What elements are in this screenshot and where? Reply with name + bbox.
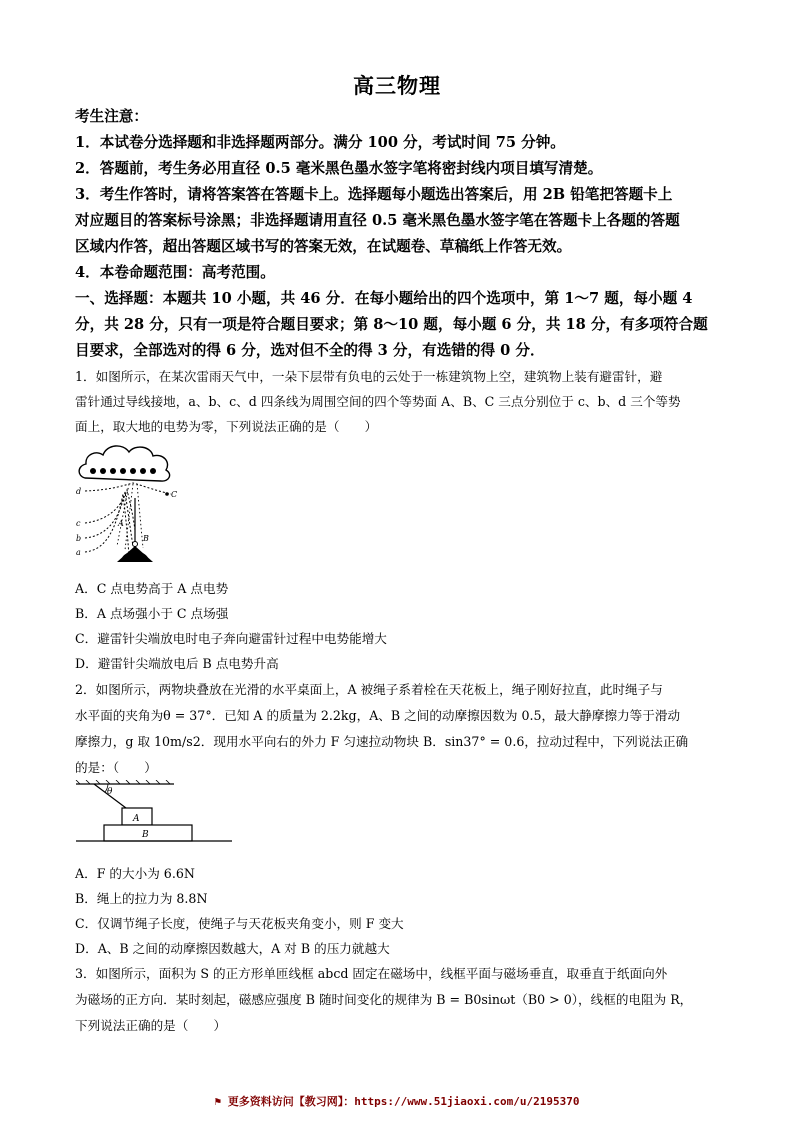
q1-option-a: A．C 点电势高于 A 点电势 [75,581,229,596]
label-theta: θ [107,787,113,797]
q2-stem: 摩擦力，g 取 10m/s2．现用水平向右的外力 F 匀速拉动物块 B．sin37° = 0.6，拉动过程中，下列说法正确 [75,734,689,749]
q2-option-a: A．F 的大小为 6.6N [75,866,195,881]
negative-charges [90,468,156,474]
q1-option-d: D．避雷针尖端放电后 B 点电势升高 [75,656,279,671]
q1-option-c: C．避雷针尖端放电时电子奔向避雷针过程中电势能增大 [75,631,387,646]
q3-stem: 3．如图所示，面积为 S 的正方形单匝线框 abcd 固定在磁场中，线框平面与磁场垂直，取垂直于纸面向外 [75,966,668,981]
q2-stem: 2．如图所示，两物块叠放在光滑的水平桌面上，A 被绳子系着栓在天花板上，绳子刚好拉直，此时绳子与 [75,682,663,697]
section-instruction: 目要求，全部选对的得 6 分，选对但不全的得 3 分，有选错的得 0 分． [75,342,545,359]
q3-stem: 下列说法正确的是（ ） [75,1018,227,1033]
flag-icon: ⚑ [214,1095,228,1108]
label-b: b [76,534,82,543]
q2-option-d: D．A、B 之间的动摩擦因数越大，A 对 B 的压力就越大 [75,941,390,956]
label-C: C [171,490,178,499]
label-B: B [143,534,149,543]
label-a: a [76,548,81,557]
section-instruction: 一、选择题：本题共 10 小题，共 46 分．在每小题给出的四个选项中，第 1～7 题，每小题 4 [75,290,693,307]
footer-link[interactable] [0,1093,794,1109]
q2-option-b: B．绳上的拉力为 8.8N [75,891,208,906]
page-title: 高三物理 [353,73,441,98]
label-d: d [76,487,82,496]
notice-item: 1．本试卷分选择题和非选择题两部分。满分 100 分，考试时间 75 分钟。 [75,134,565,151]
q1-stem: 1．如图所示，在某次雷雨天气中，一朵下层带有负电的云处于一栋建筑物上空，建筑物上装有避雷针，避 [75,369,663,384]
q1-stem: 面上，取大地的电势为零，下列说法正确的是（ ） [75,419,378,434]
notice-item: 对应题目的答案标号涂黑；非选择题请用直径 0.5 毫米黑色墨水签字笔在答题卡上各题的答题 [75,212,680,229]
q2-stem: 水平面的夹角为θ = 37°．已知 A 的质量为 2.2kg，A、B 之间的动摩擦因数为 0.5，最大静摩擦力等于滑动 [75,708,681,723]
section-instruction: 分，共 28 分，只有一项是符合题目要求；第 8～10 题，每小题 6 分，共 18 分，有多项符合题 [75,316,708,333]
q3-stem: 为磁场的正方向．某时刻起，磁感应强度 B 随时间变化的规律为 B = B0sinωt（B0 > 0），线框的电阻为 R， [75,992,693,1007]
q2-option-c: C．仅调节绳子长度，使绳子与天花板夹角变小，则 F 变大 [75,916,404,931]
label-A: A [118,519,124,528]
label-c: c [76,519,81,528]
q1-figure [73,438,188,564]
q1-option-b: B．A 点场强小于 C 点场强 [75,606,229,621]
q1-stem: 雷针通过导线接地，a、b、c、d 四条线为周围空间的四个等势面 A、B、C 三点分别位于 c、b、d 三个等势 [75,394,681,409]
label-block-b: B [142,830,149,840]
notice-item: 3．考生作答时，请将答案答在答题卡上。选择题每小题选出答案后，用 2B 铅笔把答题卡上 [75,186,673,203]
label-block-a: A [133,814,140,824]
notice-item: 2．答题前，考生务必用直径 0.5 毫米黑色墨水签字笔将密封线内项目填写清楚。 [75,160,603,177]
cloud-shape [79,446,169,481]
q2-stem: 的是：（ ） [75,760,157,775]
notice-item: 区域内作答，超出答题区域书写的答案无效，在试题卷、草稿纸上作答无效。 [75,238,572,255]
notice-item: 4．本卷命题范围：高考范围。 [75,264,275,281]
footer-text[interactable]: 更多资料访问【教习网】：https://www.51jiaoxi.com/u/2195370 [227,1095,580,1108]
notice-heading: 考生注意： [75,108,148,125]
q2-figure [74,780,234,848]
